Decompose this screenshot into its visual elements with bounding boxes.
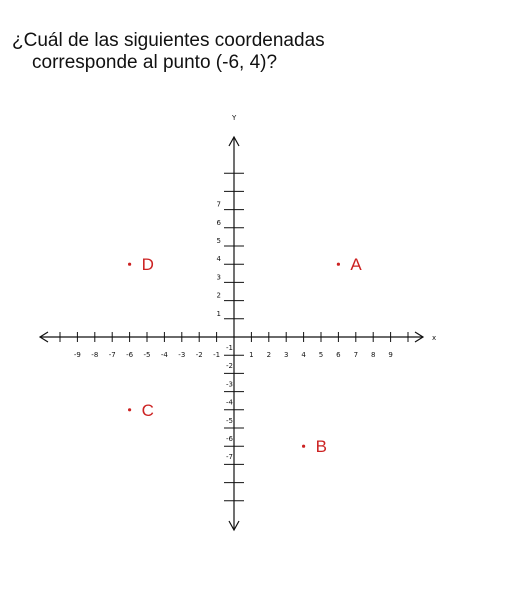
x-axis-label: x: [432, 334, 437, 342]
x-tick-label: -1: [213, 351, 221, 359]
x-tick-label: 2: [266, 351, 272, 359]
x-tick-label: 9: [388, 351, 393, 359]
x-tick-label: -9: [73, 351, 81, 359]
x-tick-label: -6: [126, 351, 134, 359]
y-tick-label: -4: [226, 398, 233, 407]
point-c-label: C: [141, 400, 154, 420]
y-tick-label: -6: [226, 435, 233, 443]
x-tick-label: -2: [195, 351, 203, 359]
x-tick-label: -4: [160, 351, 168, 359]
x-tick-label: 3: [283, 351, 289, 359]
point-b-marker: [302, 445, 305, 448]
y-tick-label: -7: [226, 453, 233, 462]
y-tick-label: 6: [216, 218, 221, 227]
y-axis-label: Y: [232, 114, 237, 122]
point-d-label: D: [141, 255, 154, 275]
x-tick-label: -8: [91, 351, 99, 359]
y-tick-label: -3: [226, 380, 233, 389]
y-tick-label: 7: [216, 200, 221, 209]
point-a-label: A: [350, 255, 362, 275]
question-line-1: ¿Cuál de las siguientes coordenadas: [12, 30, 325, 51]
x-tick-label: -7: [108, 351, 116, 359]
y-tick-label: -1: [226, 344, 233, 352]
point-b-label: B: [315, 437, 327, 457]
y-tick-label: 5: [216, 237, 221, 245]
point-d-marker: [128, 263, 131, 266]
x-tick-label: 6: [336, 351, 341, 359]
point-a-marker: [337, 263, 340, 266]
point-c-marker: [128, 408, 131, 411]
x-tick-label: -5: [143, 351, 151, 359]
y-tick-label: -2: [226, 362, 233, 371]
x-tick-label: 4: [301, 351, 306, 359]
x-tick-label: 8: [370, 351, 376, 359]
x-tick-label: 7: [353, 351, 359, 359]
axes: [40, 114, 436, 530]
question-line-2: corresponde al punto (-6, 4)?: [32, 52, 278, 73]
y-tick-label: 1: [216, 309, 221, 318]
y-tick-label: 2: [216, 291, 221, 300]
y-tick-label: 4: [216, 255, 221, 264]
x-tick-label: 5: [318, 351, 324, 359]
x-tick-label: 1: [249, 351, 254, 359]
y-tick-label: -5: [226, 416, 233, 425]
x-tick-label: -3: [178, 351, 186, 359]
y-tick-label: 3: [216, 273, 221, 282]
